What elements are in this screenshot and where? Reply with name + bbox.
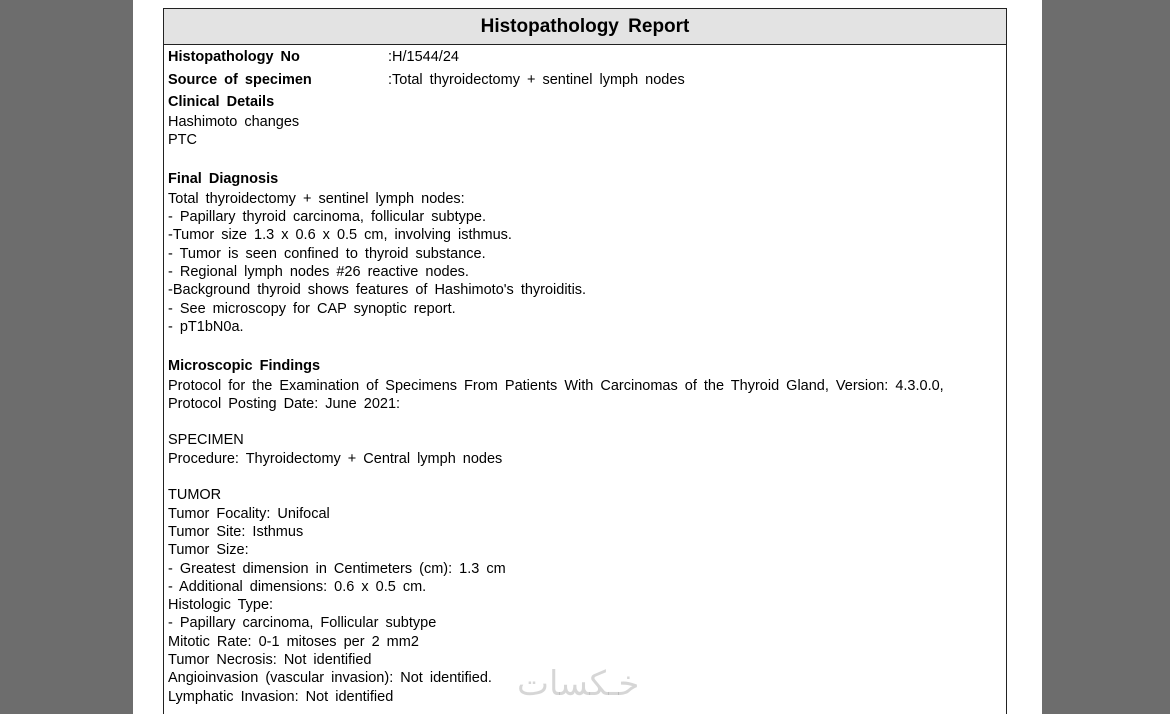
watermark-logo: خـكسات: [517, 664, 640, 704]
final-diagnosis-line: - See microscopy for CAP synoptic report.: [168, 300, 456, 317]
spacer: [168, 468, 1002, 486]
tumor-line: Tumor Focality: Unifocal: [168, 505, 330, 522]
final-diagnosis-line: - Papillary thyroid carcinoma, follicular subtype.: [168, 209, 487, 226]
specimen-heading: SPECIMEN: [168, 432, 244, 449]
final-diagnosis-line: -Background thyroid shows features of Hashimoto's thyroiditis.: [168, 282, 587, 299]
tumor-line: - Papillary carcinoma, Follicular subtype: [168, 615, 437, 632]
tumor-line: - Additional dimensions: 0.6 x 0.5 cm.: [168, 578, 427, 595]
microscopic-findings-heading: Microscopic Findings: [168, 357, 321, 374]
tumor-line: Lymphatic Invasion: Not identified: [168, 688, 394, 705]
tumor-line: Tumor Necrosis: Not identified: [168, 652, 372, 669]
tumor-line: Tumor Site: Isthmus: [168, 523, 304, 540]
spacer: [168, 336, 1002, 354]
histopathology-no-label: Histopathology No: [168, 49, 300, 65]
histopathology-report: [163, 8, 1007, 714]
document-page: [133, 0, 1042, 714]
final-diagnosis-heading: Final Diagnosis: [168, 170, 279, 187]
histopathology-no-value: :H/1544/24: [388, 49, 459, 65]
spacer: [168, 413, 1002, 431]
tumor-line: Mitotic Rate: 0-1 mitoses per 2 mm2: [168, 633, 419, 650]
final-diagnosis-line: - Tumor is seen confined to thyroid substance.: [168, 245, 486, 262]
final-diagnosis-line: - pT1bN0a.: [168, 318, 244, 335]
clinical-details-heading: Clinical Details: [168, 94, 275, 110]
source-of-specimen-row: [168, 69, 1002, 92]
report-content: [164, 45, 1006, 706]
tumor-line: - Greatest dimension in Centimeters (cm): 1.3 cm: [168, 560, 506, 577]
final-diagnosis-line: - Regional lymph nodes #26 reactive nodes.: [168, 264, 469, 281]
report-title: Histopathology Report: [164, 9, 1006, 45]
protocol-paragraph: Protocol for the Examination of Specimens From Patients With Carcinomas of the Thyroid Gland, Version: 4.3.0.0, Protocol Posting Date: June 2021:: [168, 377, 944, 412]
final-diagnosis-line: -Tumor size 1.3 x 0.6 x 0.5 cm, involving isthmus.: [168, 227, 512, 244]
clinical-details-line: Hashimoto changes: [168, 114, 300, 130]
final-diagnosis-line: Total thyroidectomy + sentinel lymph nodes:: [168, 190, 465, 207]
tumor-line: Tumor Size:: [168, 542, 249, 559]
specimen-line: Procedure: Thyroidectomy + Central lymph nodes: [168, 450, 503, 467]
histopathology-no-row: [168, 46, 1002, 69]
tumor-heading: TUMOR: [168, 487, 222, 504]
tumor-line: Histologic Type:: [168, 597, 274, 614]
source-of-specimen-value: :Total thyroidectomy + sentinel lymph nodes: [388, 71, 685, 88]
clinical-details-line: PTC: [168, 132, 197, 149]
spacer: [168, 150, 1002, 168]
source-of-specimen-label: Source of specimen: [168, 71, 312, 88]
tumor-line: Angioinvasion (vascular invasion): Not identified.: [168, 670, 492, 687]
